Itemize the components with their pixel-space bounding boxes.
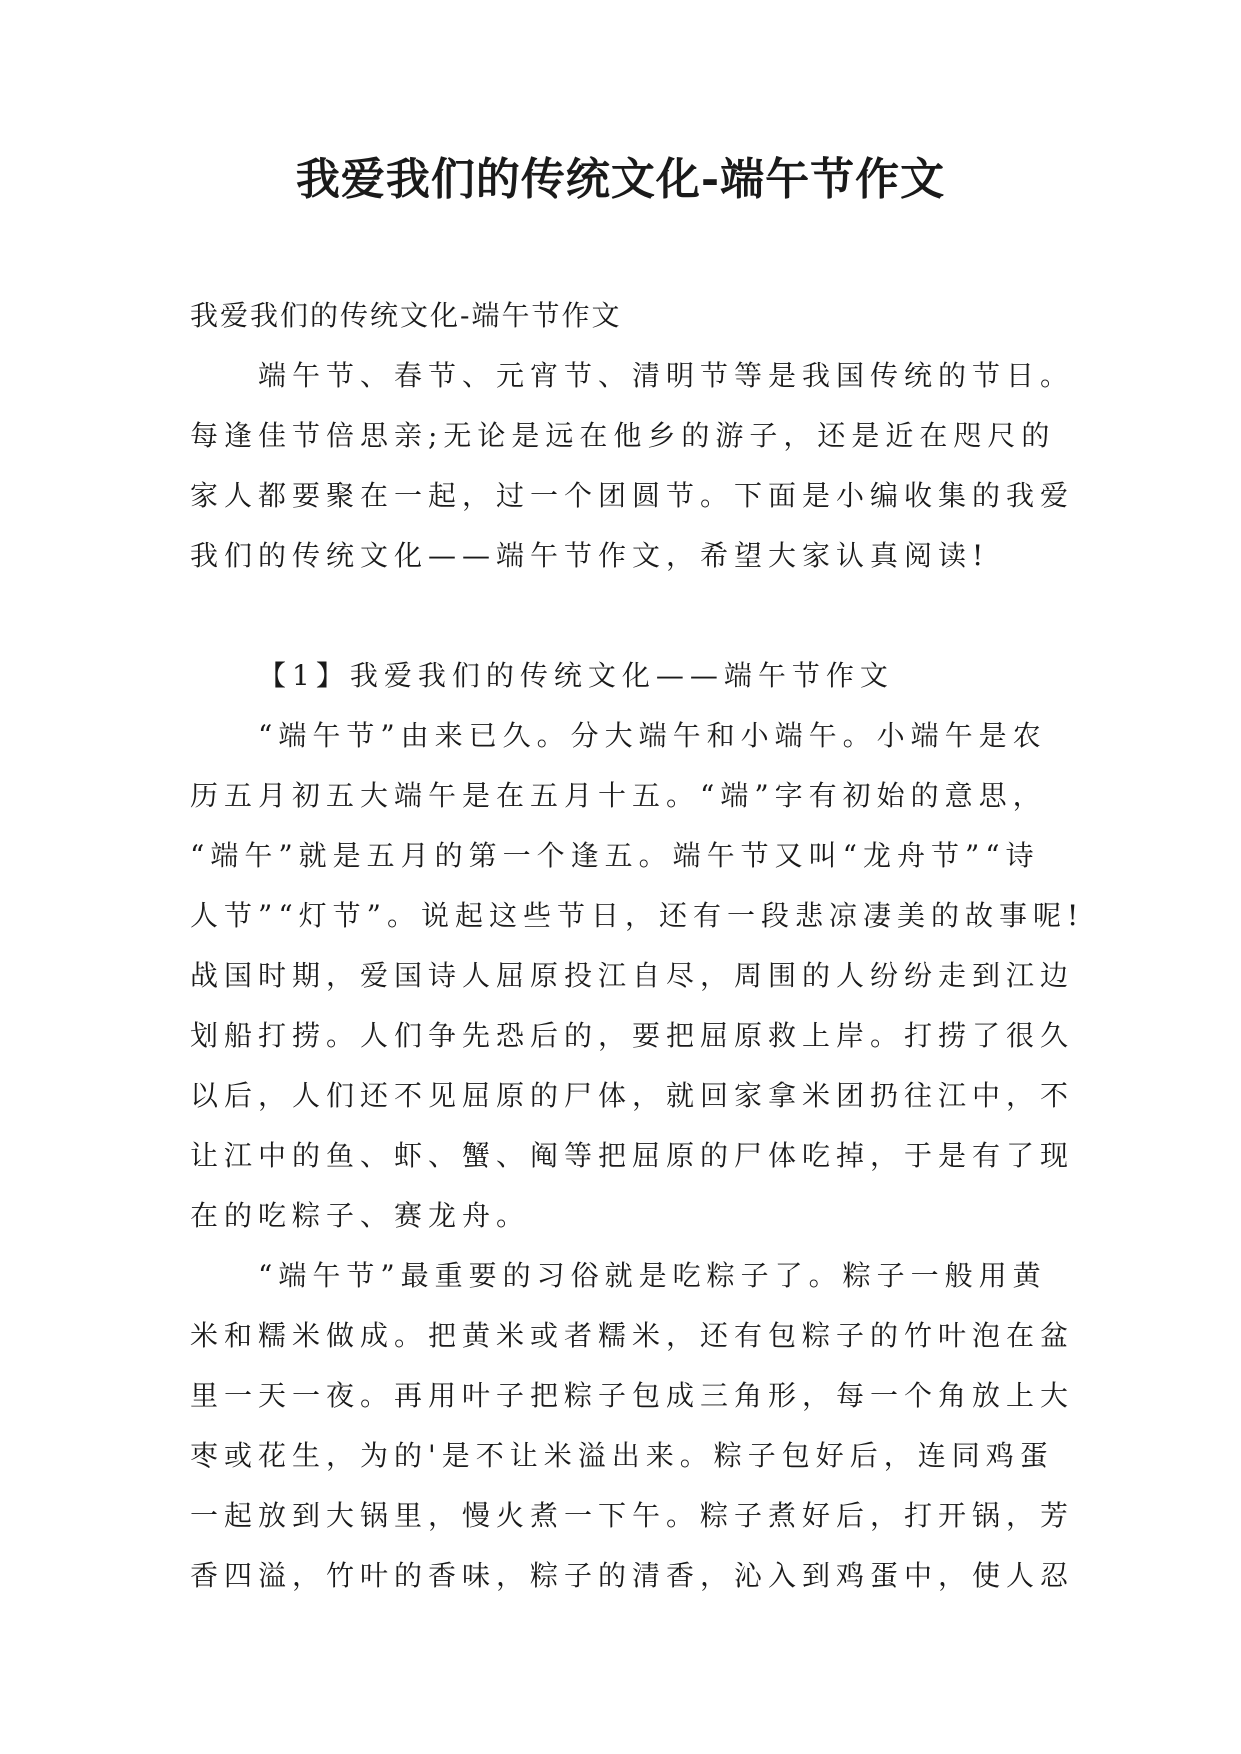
paragraph-2-line-2: 米和糯米做成。把黄米或者糯米，还有包粽子的竹叶泡在盆 <box>190 1319 1075 1352</box>
paragraph-1-line-9: 在的吃粽子、赛龙舟。 <box>190 1199 531 1232</box>
section-heading: 【1】我爱我们的传统文化——端午节作文 <box>258 659 894 692</box>
subtitle-line: 我爱我们的传统文化-端午节作文 <box>190 299 622 332</box>
paragraph-2-line-1: “端午节”最重要的习俗就是吃粽子了。粽子一般用黄 <box>258 1259 1047 1292</box>
intro-line-4: 我们的传统文化——端午节作文，希望大家认真阅读! <box>190 539 990 572</box>
paragraph-1-line-1: “端午节”由来已久。分大端午和小端午。小端午是农 <box>258 719 1047 752</box>
intro-line-1: 端午节、春节、元宵节、清明节等是我国传统的节日。 <box>258 359 1075 392</box>
paragraph-1-line-6: 划船打捞。人们争先恐后的，要把屈原救上岸。打捞了很久 <box>190 1019 1075 1052</box>
intro-line-3: 家人都要聚在一起，过一个团圆节。下面是小编收集的我爱 <box>190 479 1075 512</box>
paragraph-1-line-7: 以后，人们还不见屈原的尸体，就回家拿米团扔往江中，不 <box>190 1079 1075 1112</box>
document-title: 我爱我们的传统文化-端午节作文 <box>295 154 946 205</box>
paragraph-1-line-2: 历五月初五大端午是在五月十五。“端”字有初始的意思， <box>190 779 1047 812</box>
paragraph-2-line-3: 里一天一夜。再用叶子把粽子包成三角形，每一个角放上大 <box>190 1379 1075 1412</box>
intro-line-2: 每逢佳节倍思亲;无论是远在他乡的游子，还是近在咫尺的 <box>190 419 1056 452</box>
paragraph-1-line-4: 人节”“灯节”。说起这些节日，还有一段悲凉凄美的故事呢! <box>190 899 1085 932</box>
paragraph-1-line-8: 让江中的鱼、虾、蟹、阄等把屈原的尸体吃掉，于是有了现 <box>190 1139 1075 1172</box>
paragraph-1-line-5: 战国时期，爱国诗人屈原投江自尽，周围的人纷纷走到江边 <box>190 959 1075 992</box>
paragraph-2-line-6: 香四溢，竹叶的香味，粽子的清香，沁入到鸡蛋中，使人忍 <box>190 1559 1075 1592</box>
paragraph-2-line-5: 一起放到大锅里，慢火煮一下午。粽子煮好后，打开锅，芳 <box>190 1499 1075 1532</box>
paragraph-2-line-4: 枣或花生，为的'是不让米溢出来。粽子包好后，连同鸡蛋 <box>190 1439 1054 1472</box>
paragraph-gap <box>190 586 1070 646</box>
document-body <box>190 286 1085 1606</box>
paragraph-1-line-3: “端午”就是五月的第一个逢五。端午节又叫“龙舟节”“诗 <box>190 839 1040 872</box>
